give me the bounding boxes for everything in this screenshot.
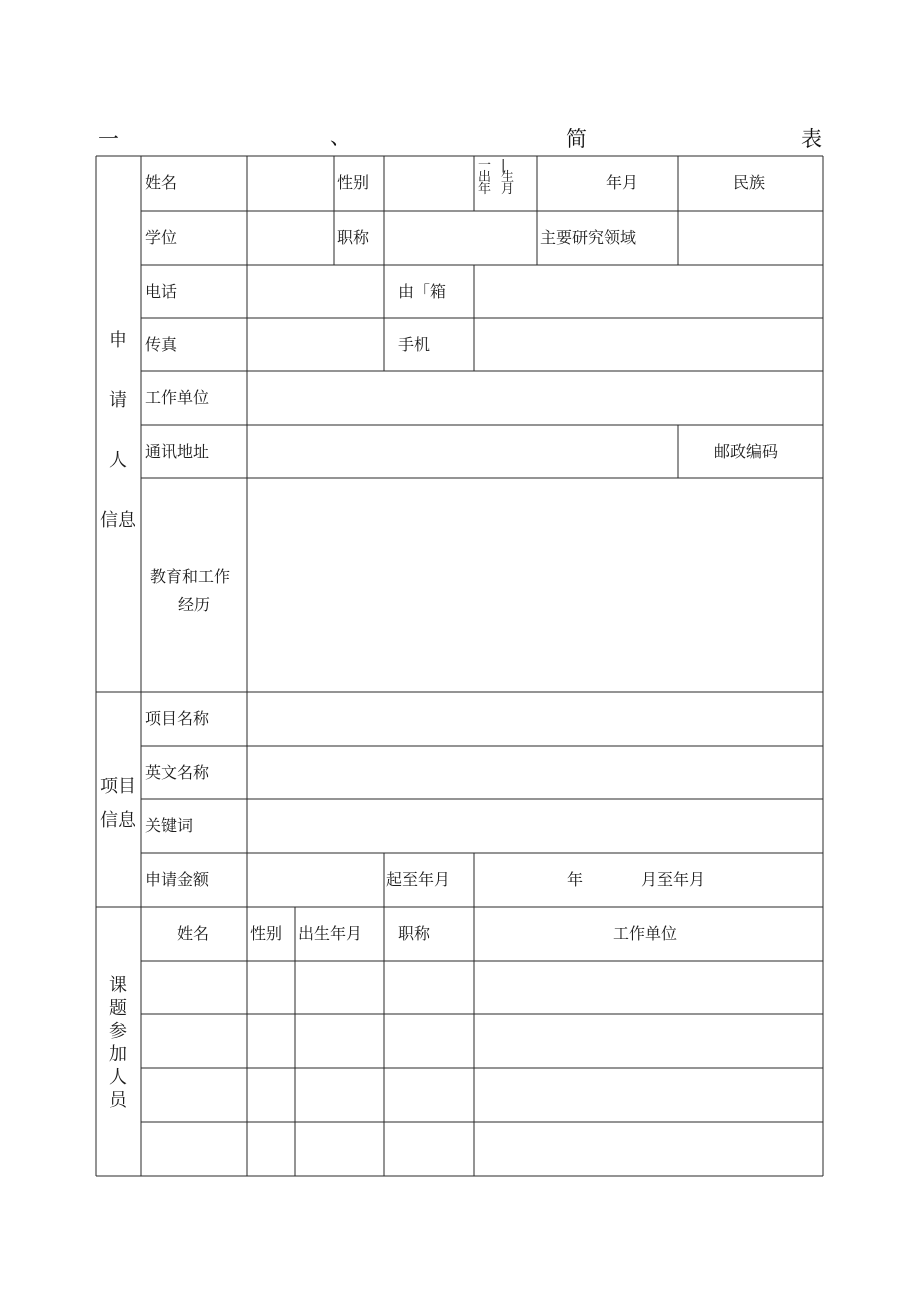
section-members-char-1: 课 — [109, 975, 127, 996]
birth-label-col2-char-1: | — [501, 158, 506, 173]
title-dash: 一 — [98, 127, 119, 151]
project-name-label: 项目名称 — [145, 709, 210, 728]
keywords-field[interactable] — [248, 800, 822, 852]
section-applicant-char-3: 人 — [109, 450, 127, 471]
workplace-field[interactable] — [248, 372, 822, 424]
members-header-title: 职称 — [398, 924, 431, 943]
amount-field[interactable] — [248, 854, 383, 906]
fax-field[interactable] — [248, 319, 383, 370]
email-field[interactable] — [475, 266, 822, 317]
section-applicant-char-1: 申 — [109, 330, 127, 351]
birth-label-col1-char-3: 年 — [478, 182, 492, 197]
gender-field[interactable] — [385, 157, 473, 210]
english-name-label: 英文名称 — [145, 763, 210, 782]
period-year[interactable]: 年 — [567, 870, 584, 889]
english-name-field[interactable] — [248, 747, 822, 798]
name-field[interactable] — [248, 157, 333, 210]
members-header-name: 姓名 — [177, 924, 210, 943]
members-row-4[interactable] — [142, 1123, 822, 1175]
birth-label-col2-char-2: 生 — [501, 170, 515, 185]
members-row-1[interactable] — [142, 962, 822, 1013]
members-row-3[interactable] — [142, 1069, 822, 1121]
section-project-line-1: 项目 — [100, 776, 136, 797]
section-applicant-char-2: 请 — [109, 390, 127, 411]
members-row-2[interactable] — [142, 1015, 822, 1067]
address-label: 通讯地址 — [145, 442, 210, 461]
ethnicity-label: 民族 — [733, 173, 766, 192]
gender-label: 性别 — [337, 173, 370, 192]
birth-label-col2 — [501, 160, 514, 196]
section-members-label — [98, 974, 138, 1112]
title-field[interactable] — [385, 212, 536, 264]
history-field[interactable] — [248, 479, 822, 691]
section-applicant-label — [98, 326, 138, 536]
research-field[interactable] — [679, 212, 822, 264]
birth-label-col1-char-1: 一 — [478, 158, 492, 173]
mobile-field[interactable] — [475, 319, 822, 370]
research-label: 主要研究领域 — [540, 228, 637, 247]
section-project-line-2: 信息 — [100, 810, 136, 831]
members-header-birth: 出生年月 — [298, 924, 363, 943]
mobile-label: 手机 — [398, 335, 431, 354]
title-label: 职称 — [337, 228, 370, 247]
postcode-label: 邮政编码 — [714, 442, 779, 461]
history-label-line-1: 教育和工作 — [150, 567, 231, 586]
period-month-range[interactable]: 月至年月 — [641, 870, 706, 889]
title-jian: 简 — [566, 127, 587, 151]
workplace-label: 工作单位 — [145, 388, 210, 407]
address-field[interactable] — [248, 426, 677, 477]
section-members-char-4: 加 — [109, 1044, 127, 1065]
birth-label-col1-char-2: 出 — [478, 170, 492, 185]
section-members-char-6: 员 — [109, 1090, 127, 1111]
title-biao: 表 — [801, 127, 822, 151]
history-label — [150, 563, 230, 619]
section-members-char-3: 参 — [109, 1021, 127, 1042]
section-members-char-5: 人 — [109, 1067, 127, 1088]
name-label: 姓名 — [145, 173, 178, 192]
phone-field[interactable] — [248, 266, 383, 317]
members-header-workplace: 工作单位 — [613, 924, 678, 943]
title-comma: 、 — [330, 125, 351, 149]
email-label: 由「箱 — [398, 282, 447, 301]
degree-label: 学位 — [145, 228, 178, 247]
section-applicant-char-4: 信息 — [100, 510, 136, 531]
phone-label: 电话 — [145, 282, 178, 301]
project-name-field[interactable] — [248, 693, 822, 745]
birth-label-col2-char-3: 月 — [501, 182, 515, 197]
keywords-label: 关键词 — [145, 816, 194, 835]
section-members-char-2: 题 — [109, 998, 127, 1019]
section-project-label — [98, 772, 138, 836]
fax-label: 传真 — [145, 335, 178, 354]
birth-label-col1 — [478, 160, 491, 196]
members-header-gender: 性别 — [250, 924, 283, 943]
period-label: 起至年月 — [386, 870, 451, 889]
history-label-line-2: 经历 — [178, 595, 211, 614]
degree-field[interactable] — [248, 212, 333, 264]
amount-label: 申请金额 — [145, 870, 210, 889]
birth-value[interactable]: 年月 — [606, 173, 639, 192]
